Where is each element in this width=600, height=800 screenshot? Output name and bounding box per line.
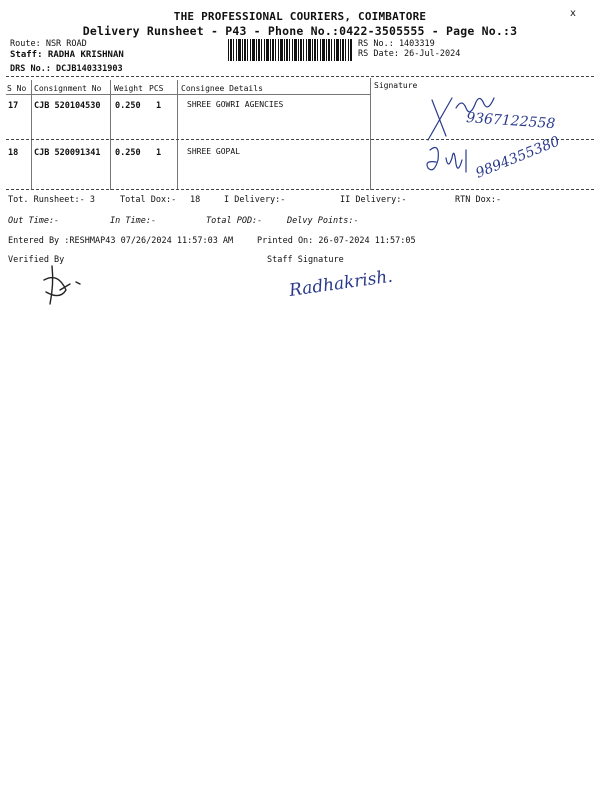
row-weight: 0.250 [115,101,141,111]
i-delivery: I Delivery:- [224,195,286,205]
staff-label: Staff: RADHA KRISHNAN [10,50,124,60]
row-consignee: SHREE GOWRI AGENCIES [187,100,284,109]
total-dox-value: 18 [190,195,201,205]
rs-date: RS Date: 26-Jul-2024 [358,49,461,59]
printed-on: Printed On: 26-07-2024 11:57:05 [257,236,416,246]
staff-signature-label: Staff Signature [267,255,344,265]
row-pcs: 1 [156,148,162,158]
col-consignee: Consignee Details [181,84,263,93]
receiver-signature-number: 9367122558 [465,110,556,133]
route-label: Route: NSR ROAD [10,39,87,49]
verified-by-label: Verified By [8,255,65,265]
tot-runsheet: Tot. Runsheet:- 3 [8,195,95,205]
row-pcs: 1 [156,101,162,111]
col-signature: Signature [374,81,418,90]
rs-number: RS No.: 1403319 [358,39,435,49]
delvy-points: Delvy Points:- [287,216,359,226]
out-time: Out Time:- [8,216,60,226]
col-weight: Weight [114,84,143,93]
col-pcs: PCS [149,84,164,93]
row-consignment: CJB 520091341 [34,148,101,158]
corner-mark: x [570,8,576,19]
row-sno: 17 [8,101,19,111]
runsheet-subtitle: Delivery Runsheet - P43 - Phone No.:0422-3505555 - Page No.:3 [82,24,518,38]
row-weight: 0.250 [115,148,141,158]
total-pod: Total POD:- [206,216,263,226]
ii-delivery: II Delivery:- [340,195,407,205]
row-sno: 18 [8,148,19,158]
col-sno: S No [7,84,27,93]
col-consignment: Consignment No [34,84,102,93]
staff-signature-name: Radhakrish. [287,266,394,301]
entered-by: Entered By :RESHMAP43 07/26/2024 11:57:03 AM [8,236,234,246]
row-consignee: SHREE GOPAL [187,147,240,156]
in-time: In Time:- [110,216,157,226]
drs-number: DRS No.: DCJB140331903 [10,64,123,74]
row-consignment: CJB 520104530 [34,101,101,111]
total-dox-label: Total Dox:- [120,195,177,205]
company-title: THE PROFESSIONAL COURIERS, COIMBATORE [173,10,427,23]
receiver-signature-number: 9894355380 [473,133,563,182]
rtn-dox: RTN Dox:- [455,195,502,205]
